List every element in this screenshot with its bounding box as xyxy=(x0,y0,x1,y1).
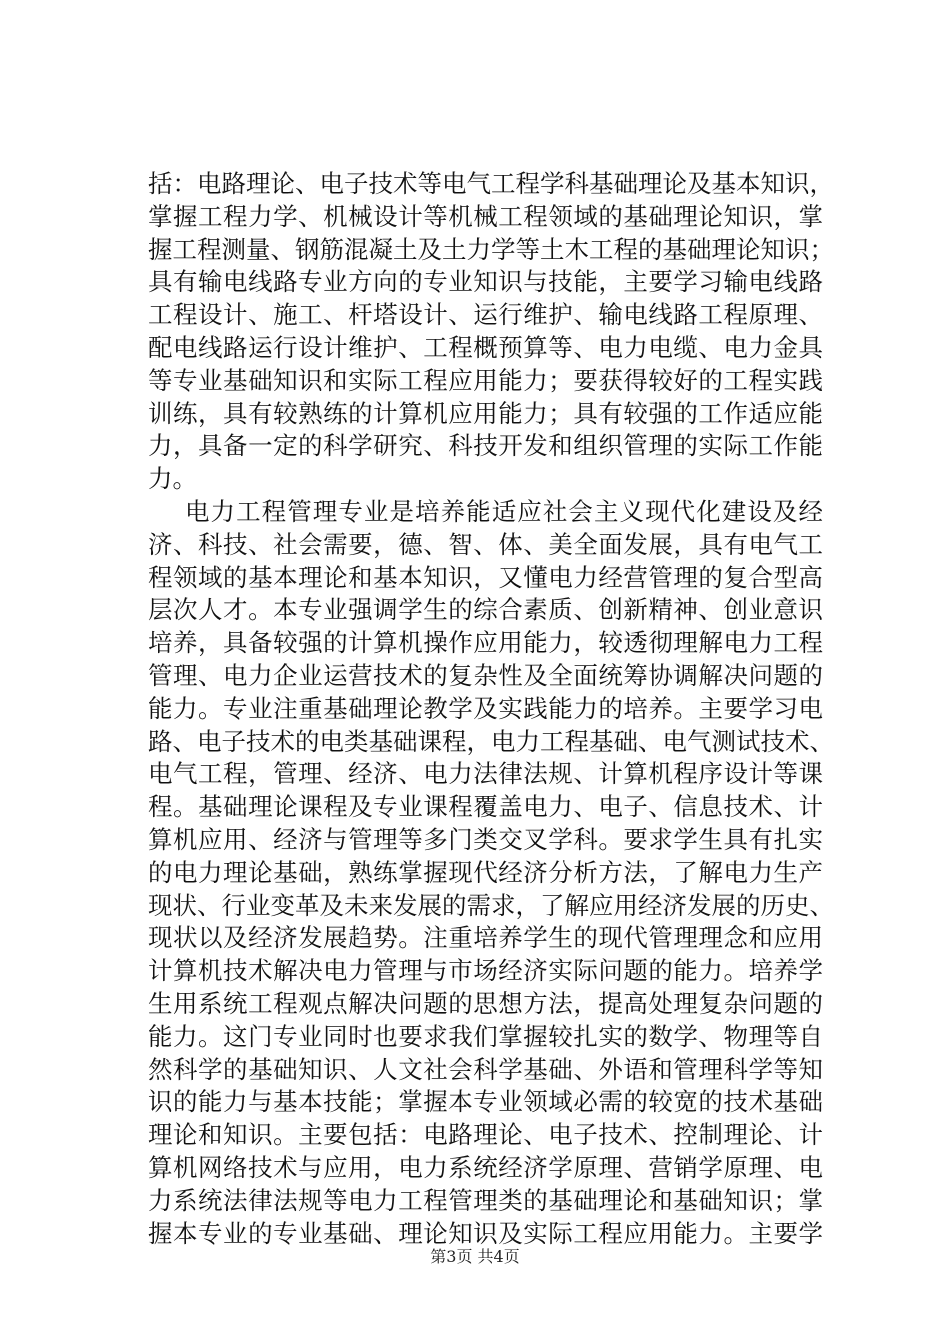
text-line: 工程设计、施工、杆塔设计、运行维护、输电线路工程原理、 xyxy=(148,300,823,330)
text-line: 力系统法律法规等电力工程管理类的基础理论和基础知识；掌 xyxy=(148,1185,823,1215)
body-text xyxy=(148,168,834,1250)
text-line: 现状、行业变革及未来发展的需求，了解应用经济发展的历史、 xyxy=(148,890,834,920)
text-line: 培养，具备较强的计算机操作应用能力，较透彻理解电力工程 xyxy=(148,628,823,658)
text-line: 层次人才。本专业强调学生的综合素质、创新精神、创业意识 xyxy=(148,595,823,625)
text-line: 具有输电线路专业方向的专业知识与技能，主要学习输电线路 xyxy=(148,267,823,297)
text-line: 程。基础理论课程及专业课程覆盖电力、电子、信息技术、计 xyxy=(148,792,823,822)
text-line: 握工程测量、钢筋混凝土及土力学等土木工程的基础理论知识； xyxy=(148,234,834,264)
text-line: 识的能力与基本技能；掌握本专业领域必需的较宽的技术基础 xyxy=(148,1087,823,1117)
text-line: 路、电子技术的电类基础课程，电力工程基础、电气测试技术、 xyxy=(148,726,834,756)
text-line: 现状以及经济发展趋势。注重培养学生的现代管理理念和应用 xyxy=(148,923,823,953)
text-line: 力，具备一定的科学研究、科技开发和组织管理的实际工作能 xyxy=(148,431,823,461)
text-line: 掌握工程力学、机械设计等机械工程领域的基础理论知识，掌 xyxy=(148,201,823,231)
text-line: 算机应用、经济与管理等多门类交叉学科。要求学生具有扎实 xyxy=(148,824,823,854)
text-line: 的电力理论基础，熟练掌握现代经济分析方法，了解电力生产 xyxy=(148,857,823,887)
text-line: 管理、电力企业运营技术的复杂性及全面统筹协调解决问题的 xyxy=(148,660,823,690)
text-line: 程领域的基本理论和基本知识，又懂电力经营管理的复合型高 xyxy=(148,562,823,592)
text-line: 计算机技术解决电力管理与市场经济实际问题的能力。培养学 xyxy=(148,956,823,986)
text-line: 握本专业的专业基础、理论知识及实际工程应用能力。主要学 xyxy=(148,1218,823,1248)
text-line: 济、科技、社会需要，德、智、体、美全面发展，具有电气工 xyxy=(148,529,823,559)
page-number-footer: 第3页 共4页 xyxy=(430,1247,520,1266)
text-line: 然科学的基础知识、人文社会科学基础、外语和管理科学等知 xyxy=(148,1054,823,1084)
text-line: 能力。这门专业同时也要求我们掌握较扎实的数学、物理等自 xyxy=(148,1021,823,1051)
text-line: 生用系统工程观点解决问题的思想方法，提高处理复杂问题的 xyxy=(148,988,823,1018)
text-line: 配电线路运行设计维护、工程概预算等、电力电缆、电力金具 xyxy=(148,332,823,362)
text-line: 电气工程，管理、经济、电力法律法规、计算机程序设计等课 xyxy=(148,759,823,789)
paragraph-first-line: 电力工程管理专业是培养能适应社会主义现代化建设及经 xyxy=(185,496,823,526)
text-line: 等专业基础知识和实际工程应用能力；要获得较好的工程实践 xyxy=(148,365,823,395)
text-line: 力。 xyxy=(148,464,197,494)
text-line: 括：电路理论、电子技术等电气工程学科基础理论及基本知识， xyxy=(148,169,834,198)
text-line: 训练，具有较熟练的计算机应用能力；具有较强的工作适应能 xyxy=(148,398,823,428)
text-line: 理论和知识。主要包括：电路理论、电子技术、控制理论、计 xyxy=(148,1120,823,1150)
text-line: 算机网络技术与应用，电力系统经济学原理、营销学原理、电 xyxy=(148,1152,823,1182)
text-line: 能力。专业注重基础理论教学及实践能力的培养。主要学习电 xyxy=(148,693,823,723)
